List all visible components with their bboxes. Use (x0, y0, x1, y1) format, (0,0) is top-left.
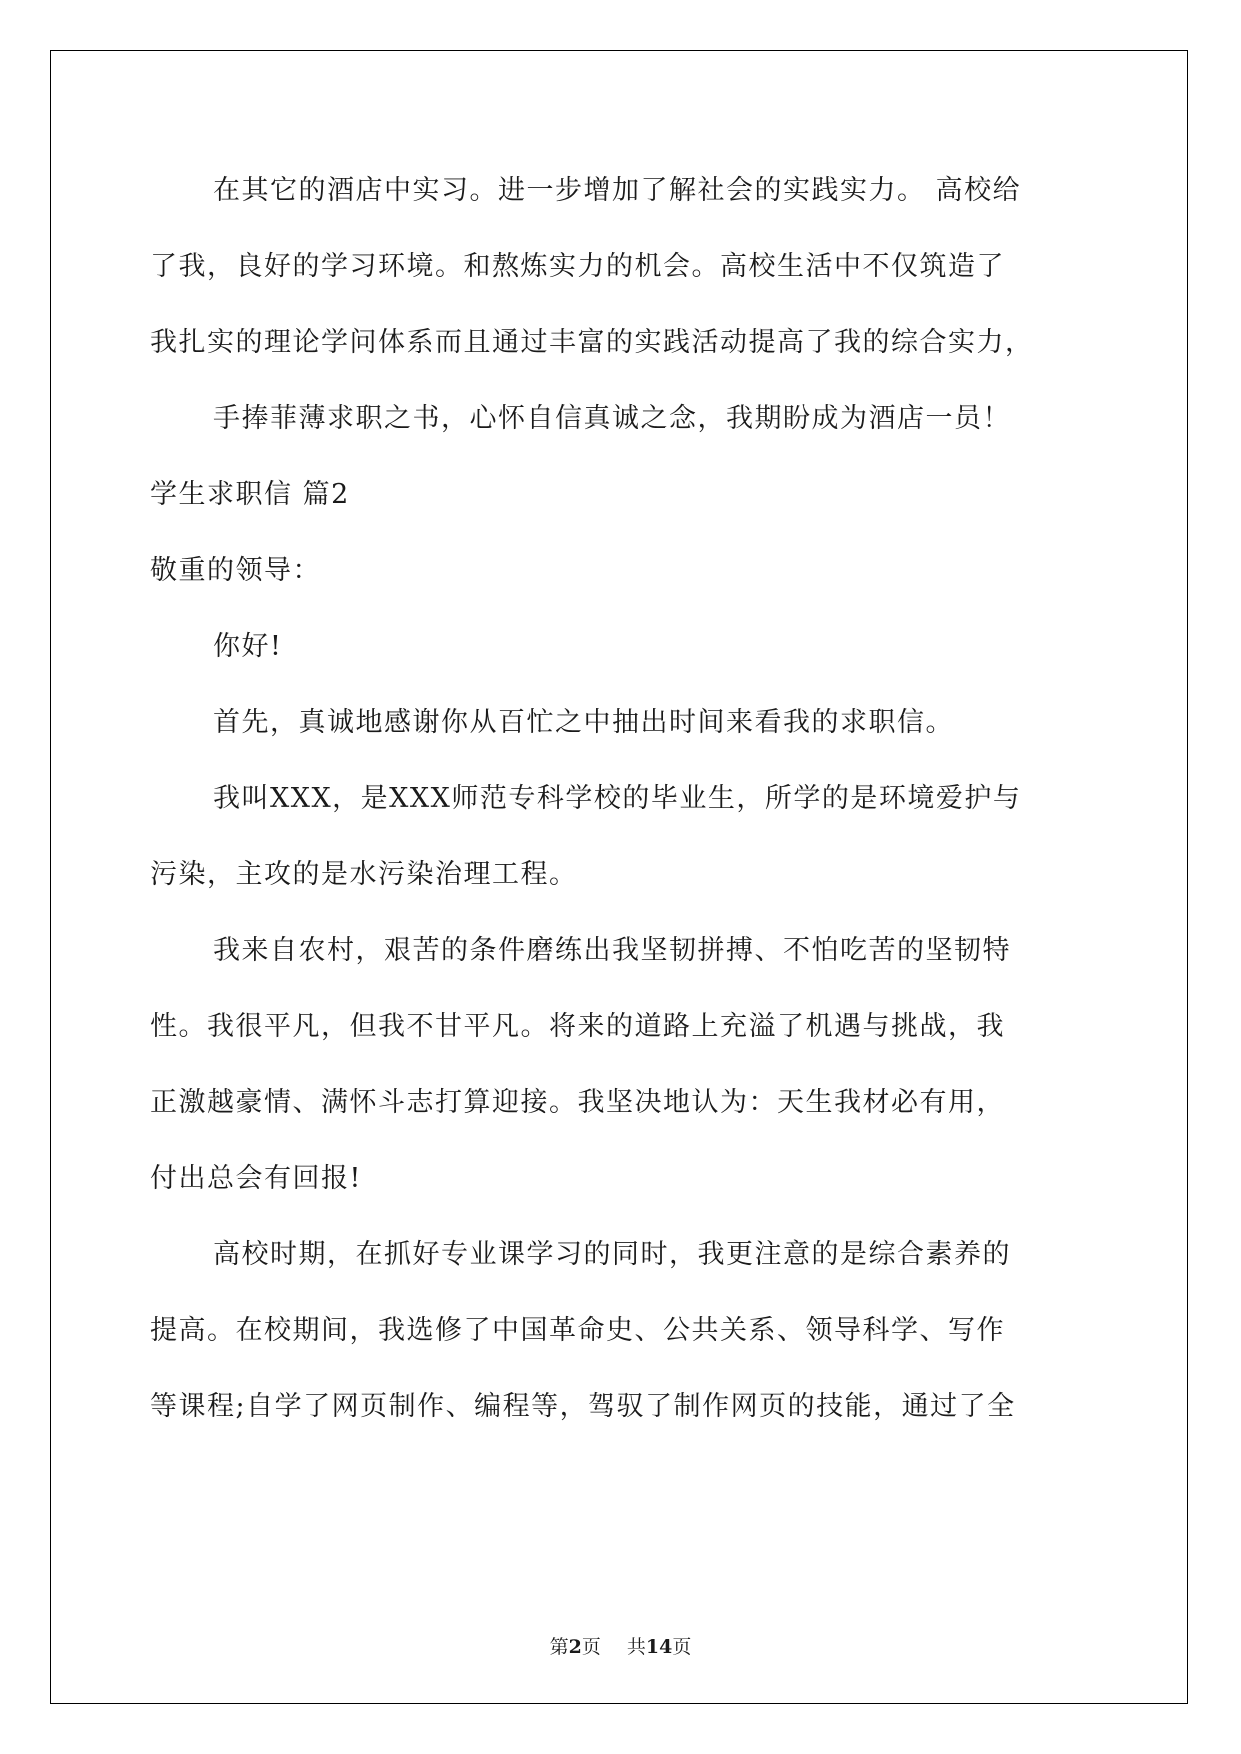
page-footer (0, 1634, 1241, 1660)
total-suffix: 页 (672, 1636, 692, 1658)
page-total: 14 (645, 1636, 673, 1658)
paragraph-line: 提高。在校期间，我选修了中国革命史、公共关系、领导科学、写作 (150, 1315, 1005, 1346)
paragraph-line: 我叫XXX，是XXX师范专科学校的毕业生，所学的是环境爱护与 (213, 783, 1022, 814)
paragraph-line: 首先，真诚地感谢你从百忙之中抽出时间来看我的求职信。 (213, 707, 954, 738)
total-prefix: 共 (626, 1636, 646, 1658)
paragraph-line: 正激越豪情、满怀斗志打算迎接。我坚决地认为：天生我材必有用， (150, 1087, 1005, 1118)
paragraph-line: 性。我很平凡，但我不甘平凡。将来的道路上充溢了机遇与挑战，我 (150, 1011, 1005, 1042)
paragraph-line: 等课程;自学了网页制作、编程等，驾驭了制作网页的技能，通过了全 (150, 1391, 1016, 1422)
paragraph-line: 付出总会有回报! (150, 1163, 362, 1194)
paragraph-line: 在其它的酒店中实习。进一步增加了解社会的实践实力。 高校给 (213, 175, 1022, 206)
section-heading: 学生求职信 篇2 (150, 479, 350, 510)
salutation: 敬重的领导： (150, 555, 321, 586)
page-prefix: 第 (549, 1636, 569, 1658)
paragraph-line: 污染，主攻的是水污染治理工程。 (150, 859, 578, 890)
paragraph-line: 手捧菲薄求职之书，心怀自信真诚之念，我期盼成为酒店一员！ (213, 403, 1011, 434)
paragraph-line: 我扎实的理论学问体系而且通过丰富的实践活动提高了我的综合实力， (150, 327, 1034, 358)
page-current: 2 (568, 1636, 582, 1658)
paragraph-line: 高校时期，在抓好专业课学习的同时，我更注意的是综合素养的 (213, 1239, 1011, 1270)
page-suffix: 页 (581, 1636, 601, 1658)
greeting: 你好! (213, 631, 283, 662)
paragraph-line: 我来自农村，艰苦的条件磨练出我坚韧拼搏、不怕吃苦的坚韧特 (213, 935, 1011, 966)
paragraph-line: 了我，良好的学习环境。和熬炼实力的机会。高校生活中不仅筑造了 (150, 251, 1005, 282)
